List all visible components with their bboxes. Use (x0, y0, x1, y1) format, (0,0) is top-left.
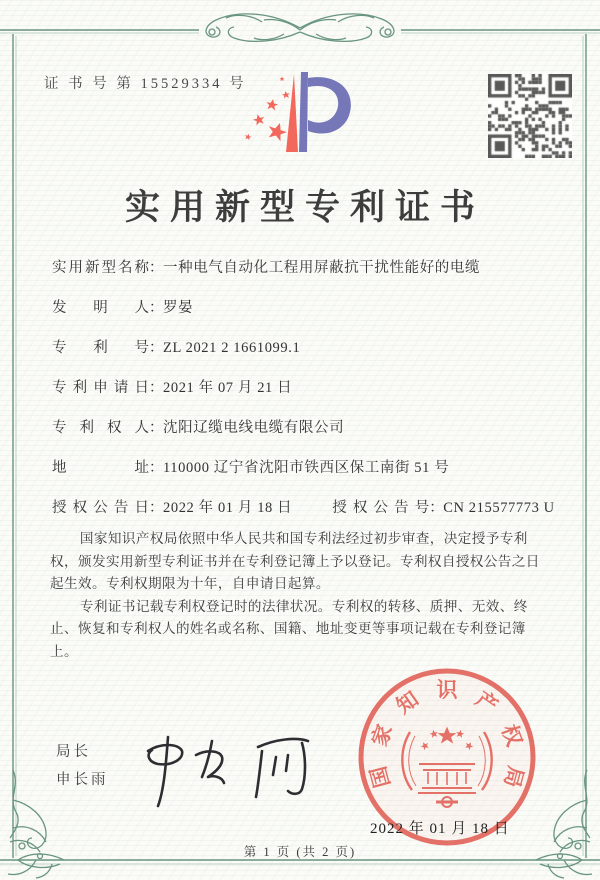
field-value: ZL 2021 2 1661099.1 (163, 340, 301, 356)
field-label: 发明人 (52, 300, 149, 316)
director-name: 申长雨 (56, 772, 109, 788)
field-label: 实用新型名称 (52, 260, 149, 276)
cnipa-logo-icon (236, 68, 368, 170)
svg-text:产: 产 (471, 686, 503, 719)
director-signature (128, 722, 338, 817)
field-label: 专利申请日 (52, 380, 149, 396)
certificate-number: 证 书 号 第 15529334 号 (44, 76, 247, 92)
field-value: 2021 年 07 月 21 日 (163, 380, 293, 396)
legal-paragraph-1: 国家知识产权局依照中华人民共和国专利法经过初步审查，决定授予专利权，颁发实用新型专利证书并在专利登记簿上予以登记。专利权自授权公告之日起生效。专利权期限为十年，自申请日起算。 (50, 531, 540, 592)
field-value: 一种电气自动化工程用屏蔽抗干扰性能好的电缆 (163, 260, 481, 276)
field-label: 专利权人 (52, 420, 149, 436)
field-value: 沈阳辽缆电线电缆有限公司 (163, 420, 345, 436)
svg-text:知: 知 (391, 686, 423, 719)
field-row-inventor: 发明人：罗晏 (52, 296, 193, 317)
field-row-patent-no: 专利号：ZL 2021 2 1661099.1 (52, 336, 300, 357)
director-role: 局长 (56, 744, 91, 760)
svg-text:权: 权 (496, 721, 527, 750)
legal-text (50, 528, 552, 663)
field-label: 地址 (52, 460, 149, 476)
svg-text:局: 局 (499, 763, 528, 791)
field-row-grant: 授权公告日：2022 年 01 月 18 日 授权公告号：CN 215577773 U (52, 496, 555, 517)
field-row-patentee: 专利权人：沈阳辽缆电线电缆有限公司 (52, 416, 344, 437)
svg-text:家: 家 (367, 721, 398, 750)
seal-date: 2022 年 01 月 18 日 (370, 821, 510, 837)
field-value-grant-no: CN 215577773 U (443, 500, 555, 516)
field-value: 罗晏 (163, 300, 194, 316)
field-row-address: 地址：110000 辽宁省沈阳市铁西区保工南街 51 号 (52, 456, 449, 477)
qr-code (488, 74, 572, 158)
field-value: 2022 年 01 月 18 日 (163, 500, 293, 516)
field-label-grant-no: 授权公告号 (332, 500, 430, 516)
field-row-name: 实用新型名称：一种电气自动化工程用屏蔽抗干扰性能好的电缆 (52, 256, 480, 277)
top-flourish-right (300, 14, 394, 41)
legal-paragraph-2: 专利证书记载专利权登记时的法律状况。专利权的转移、质押、无效、终止、恢复和专利权人的姓名或名称、国籍、地址变更等事项记载在专利登记簿上。 (50, 598, 528, 659)
field-label: 授权公告日 (52, 500, 149, 516)
corner-flourish-bottom-right (536, 770, 592, 878)
field-value: 110000 辽宁省沈阳市铁西区保工南街 51 号 (163, 460, 450, 476)
page-number: 第 1 页 (共 2 页) (243, 845, 357, 859)
field-row-filing-date: 专利申请日：2021 年 07 月 21 日 (52, 376, 292, 397)
svg-text:国: 国 (366, 763, 395, 791)
field-label: 专利号 (52, 340, 149, 356)
top-flourish-left (206, 14, 300, 41)
svg-text:识: 识 (436, 678, 458, 702)
certificate-title: 实用新型专利证书 (124, 188, 485, 227)
